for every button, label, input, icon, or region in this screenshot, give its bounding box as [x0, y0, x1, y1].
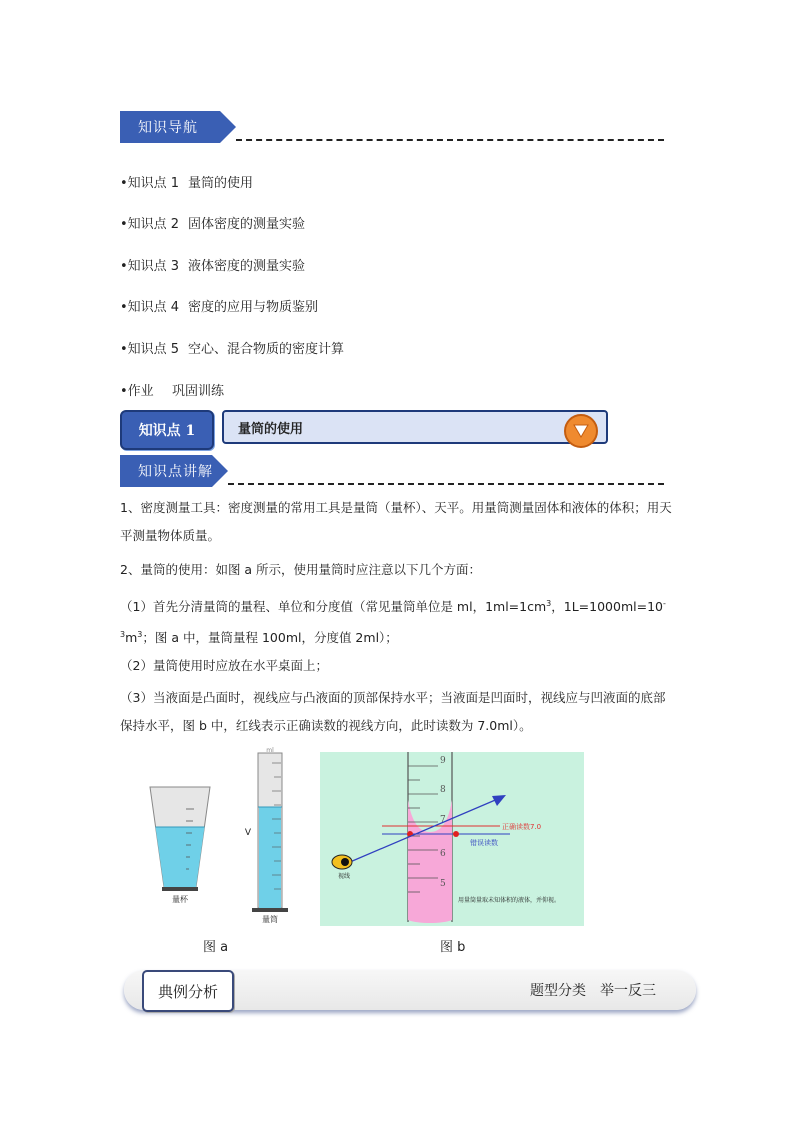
nav-item-num: •知识点 1 — [120, 176, 180, 191]
nav-item-3[interactable] — [120, 255, 305, 274]
figure-b — [320, 752, 584, 926]
meniscus-point-right — [453, 831, 459, 837]
knowledge-point-title-bar[interactable] — [222, 410, 608, 444]
p3-sup-b: -3 — [120, 599, 666, 640]
explain-section-ribbon — [120, 455, 232, 487]
nav-divider — [236, 139, 664, 141]
knowledge-point-title: 量筒的使用 — [238, 421, 304, 437]
nav-item-1[interactable] — [120, 172, 253, 191]
nav-item-4[interactable] — [120, 296, 318, 315]
eye-label: 视线 — [338, 873, 351, 880]
figure-b-caption: 图 b — [440, 940, 466, 955]
tick-6: 6 — [440, 849, 446, 859]
p3-part-c: m — [125, 630, 138, 646]
nav-item-2[interactable] — [120, 213, 305, 232]
beaker-illustration — [150, 787, 210, 891]
correct-reading-label: 正确读数7.0 — [502, 823, 542, 831]
paragraph-1: 1、密度测量工具：密度测量的常用工具是量筒（量杯）、天平。用量筒测量固体和液体的体积；用天平测量物体质量。 — [120, 500, 672, 543]
p3-part-d: ；图 a 中，量筒量程 100ml，分度值 2ml）； — [142, 630, 398, 646]
p3-sup-a: 3 — [546, 599, 552, 608]
wrong-reading-label: 错误读数 — [470, 839, 498, 847]
nav-item-text: 量筒的使用 — [188, 176, 254, 191]
v-label: V — [244, 828, 252, 838]
paragraph-2: 2、量筒的使用：如图 a 所示，使用量筒时应注意以下几个方面： — [120, 562, 482, 577]
figure-a — [140, 745, 300, 930]
tick-9: 9 — [440, 756, 446, 766]
nav-item-num: •知识点 4 — [120, 300, 180, 315]
nav-item-text: 液体密度的测量实验 — [188, 259, 306, 274]
tick-5: 5 — [440, 879, 446, 889]
cylinder-label: 量筒 — [262, 915, 278, 924]
explain-divider — [228, 483, 664, 485]
nav-item-5[interactable] — [120, 338, 344, 357]
example-section-label[interactable]: 典例分析 — [142, 970, 234, 1012]
nav-item-text: 固体密度的测量实验 — [188, 217, 306, 232]
nav-item-num: •知识点 3 — [120, 259, 180, 274]
knowledge-point-badge: 知识点 1 — [120, 410, 214, 450]
nav-item-text: 密度的应用与物质鉴别 — [188, 300, 319, 315]
p3-sup-c: 3 — [137, 630, 143, 640]
figure-a-caption: 图 a — [203, 940, 229, 955]
p3-part-b: ，1L=1000ml=10 — [551, 599, 663, 615]
eye-icon — [332, 855, 352, 869]
paragraph-5: （3）当液面是凸面时，视线应与凸液面的顶部保持水平；当液面是凹面时，视线应与凹液面的底部保持水平，图 b 中，红线表示正确读数的视线方向，此时读数为 7.0ml）。 — [120, 690, 666, 733]
ml-label: ml — [266, 747, 274, 754]
tick-8: 8 — [440, 785, 446, 795]
explain-section-label: 知识点讲解 — [138, 464, 213, 480]
nav-item-text: 巩固训练 — [172, 384, 225, 399]
nav-item-num: •作业 — [120, 384, 154, 399]
figure-b-note: 用量筒量取未知体积的液体，并仰视。 — [458, 897, 561, 904]
example-section-subtitle: 题型分类 举一反三 — [530, 983, 656, 999]
paragraph-3 — [120, 590, 675, 652]
tick-7: 7 — [440, 815, 446, 825]
nav-item-text: 空心、混合物质的密度计算 — [188, 342, 345, 357]
p3-part-a: （1）首先分清量筒的量程、单位和分度值（常见量筒单位是 ml，1ml=1cm — [120, 599, 547, 615]
paragraph-4: （2）量筒使用时应放在水平桌面上； — [120, 658, 328, 673]
triangle-down-icon — [573, 424, 589, 438]
nav-item-num: •知识点 2 — [120, 217, 180, 232]
cylinder-illustration — [252, 753, 288, 912]
beaker-label: 量杯 — [172, 895, 188, 904]
nav-section-label: 知识导航 — [138, 120, 198, 136]
dropdown-triangle-icon[interactable] — [564, 414, 598, 448]
nav-item-num: •知识点 5 — [120, 342, 180, 357]
nav-section-ribbon — [120, 111, 240, 143]
nav-item-homework[interactable] — [120, 380, 224, 399]
